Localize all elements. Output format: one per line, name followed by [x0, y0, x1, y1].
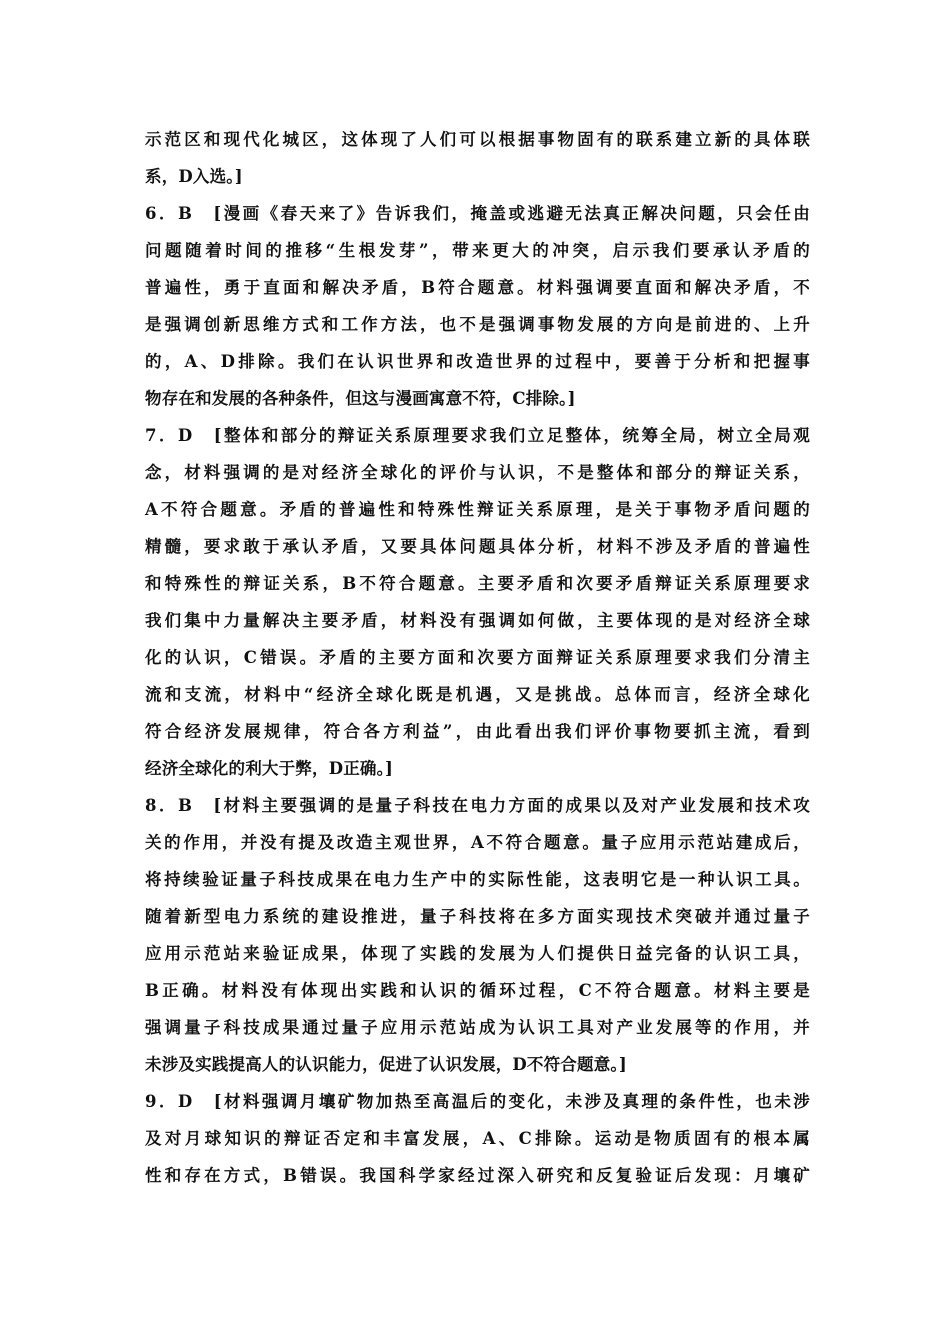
text-line: 未涉及实践提高人的认识能力，促进了认识发展，D不符合题意。] — [145, 1055, 627, 1074]
text-line: 性和存在方式，B错误。我国科学家经过深入研究和反复验证后发现：月壤矿 — [145, 1166, 810, 1185]
text-line: 系，D入选。] — [145, 167, 243, 186]
text-line: 7．D [整体和部分的辩证关系原理要求我们立足整体，统筹全局，树立全局观 — [145, 426, 810, 445]
text-line: 化的认识，C错误。矛盾的主要方面和次要方面辩证关系原理要求我们分清主 — [145, 648, 810, 667]
text-line: 将持续验证量子科技成果在电力生产中的实际性能，这表明它是一种认识工具。 — [145, 870, 810, 889]
text-line: 念，材料强调的是对经济全球化的评价与认识，不是整体和部分的辩证关系， — [145, 463, 810, 482]
text-line: 普遍性，勇于直面和解决矛盾，B符合题意。材料强调要直面和解决矛盾，不 — [145, 278, 810, 297]
text-line: 我们集中力量解决主要矛盾，材料没有强调如何做，主要体现的是对经济全球 — [145, 611, 810, 630]
text-line: 和特殊性的辩证关系，B不符合题意。主要矛盾和次要矛盾辩证关系原理要求 — [145, 574, 810, 593]
text-line: 9．D [材料强调月壤矿物加热至高温后的变化，未涉及真理的条件性，也未涉 — [145, 1092, 810, 1111]
text-line: 强调量子科技成果通过量子应用示范站成为认识工具对产业发展等的作用，并 — [145, 1018, 810, 1037]
text-line: 随着新型电力系统的建设推进，量子科技将在多方面实现技术突破并通过量子 — [145, 907, 810, 926]
text-line: 关的作用，并没有提及改造主观世界，A不符合题意。量子应用示范站建成后， — [145, 833, 810, 852]
text-line: 问题随着时间的推移“生根发芽”，带来更大的冲突，启示我们要承认矛盾的 — [145, 241, 810, 260]
text-line: B正确。材料没有体现出实践和认识的循环过程，C不符合题意。材料主要是 — [145, 981, 810, 1000]
text-line: 是强调创新思维方式和工作方法，也不是强调事物发展的方向是前进的、上升 — [145, 315, 810, 334]
text-line: 6．B [漫画《春天来了》告诉我们，掩盖或逃避无法真正解决问题，只会任由 — [145, 204, 810, 223]
text-line: 的，A、D排除。我们在认识世界和改造世界的过程中，要善于分析和把握事 — [145, 352, 810, 371]
text-line: 应用示范站来验证成果，体现了实践的发展为人们提供日益完备的认识工具， — [145, 944, 810, 963]
text-line: 经济全球化的利大于弊，D正确。] — [145, 759, 394, 778]
text-line: 符合经济发展规律，符合各方利益”，由此看出我们评价事物要抓主流，看到 — [145, 722, 810, 741]
text-line: 精髓，要求敢于承认矛盾，又要具体问题具体分析，材料不涉及矛盾的普遍性 — [145, 537, 810, 556]
answer-text-block — [145, 121, 810, 1194]
text-line: 示范区和现代化城区，这体现了人们可以根据事物固有的联系建立新的具体联 — [145, 130, 810, 149]
text-line: 流和支流，材料中“经济全球化既是机遇，又是挑战。总体而言，经济全球化 — [145, 685, 810, 704]
text-line: 8．B [材料主要强调的是量子科技在电力方面的成果以及对产业发展和技术攻 — [145, 796, 810, 815]
text-line: 物存在和发展的各种条件，但这与漫画寓意不符，C排除。] — [145, 389, 576, 408]
text-line: 及对月球知识的辩证否定和丰富发展，A、C排除。运动是物质固有的根本属 — [145, 1129, 810, 1148]
text-line: A不符合题意。矛盾的普遍性和特殊性辩证关系原理，是关于事物矛盾问题的 — [145, 500, 810, 519]
